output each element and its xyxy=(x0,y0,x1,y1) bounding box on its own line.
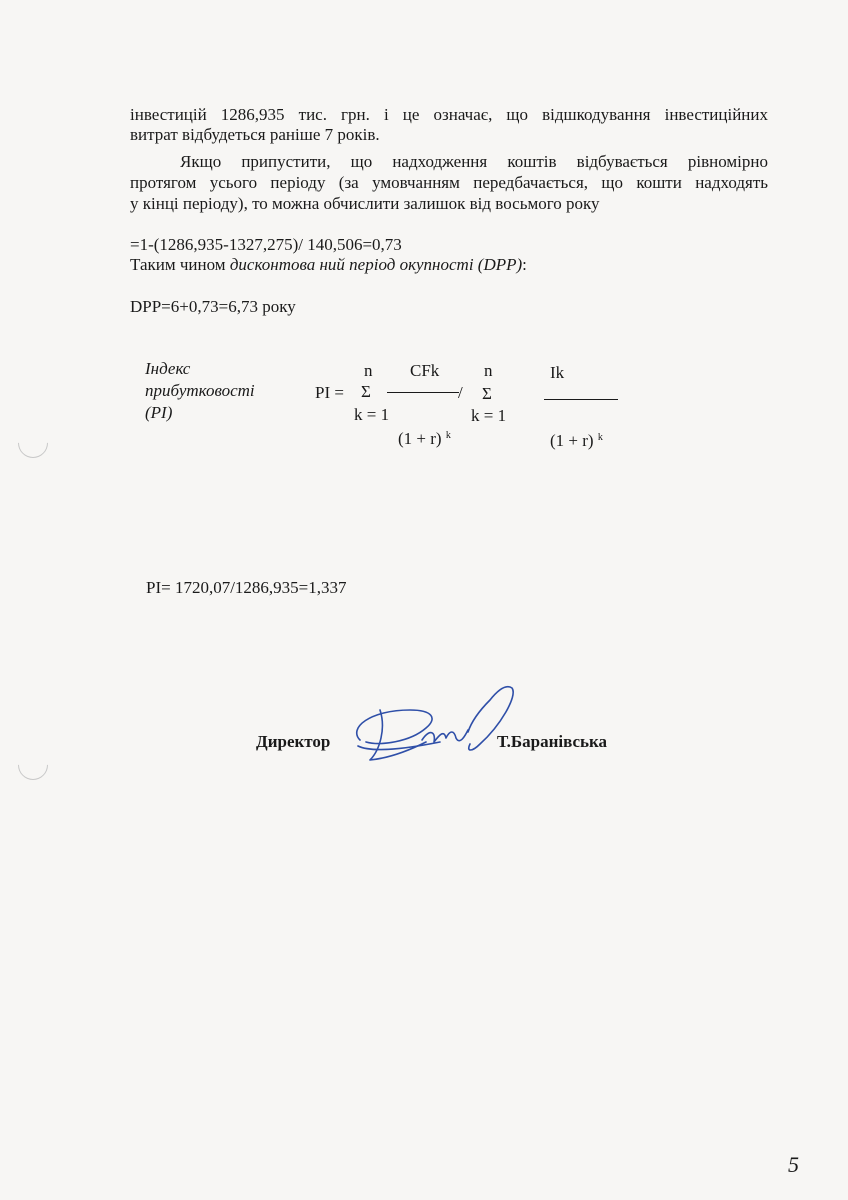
denominator-1-base: (1 + r) xyxy=(398,429,442,448)
remainder-calculation: =1-(1286,935-1327,275)/ 140,506=0,73 xyxy=(130,235,402,254)
paragraph-2-line-2: протягом усього періоду (за умовчанням передбачається, що кошти надходять xyxy=(130,173,768,192)
fraction-line-1 xyxy=(387,392,459,393)
paragraph-2-line-1: Якщо припустити, що надходження коштів відбувається рівномірно xyxy=(180,152,768,171)
signatory-name: Т.Баранівська xyxy=(497,732,608,751)
sum-2-upper: n xyxy=(484,361,493,380)
dpp-result: DPP=6+0,73=6,73 року xyxy=(130,297,296,316)
dpp-intro-term: дисконтова ний період окупності (DPP) xyxy=(229,255,523,274)
dpp-intro xyxy=(130,254,527,276)
dpp-intro-colon: : xyxy=(522,255,527,274)
denominator-1-exponent: k xyxy=(445,430,451,441)
fraction-slash: / xyxy=(458,383,463,402)
punch-hole-top xyxy=(12,422,54,464)
numerator-2: Ik xyxy=(550,363,565,382)
denominator-2-base: (1 + r) xyxy=(550,431,594,450)
sum-1-upper: n xyxy=(364,361,373,380)
page-number: 5 xyxy=(788,1152,799,1177)
formula-label-line-3: (PI) xyxy=(145,403,173,422)
fraction-line-2 xyxy=(544,399,618,400)
formula-label-line-1: Індекс xyxy=(145,359,191,378)
paragraph-1-line-1: інвестицій 1286,935 тис. грн. і це означає, що відшкодування інвестиційних xyxy=(130,105,768,124)
dpp-intro-text: Таким чином xyxy=(130,255,230,274)
sum-1-lower: k = 1 xyxy=(354,405,390,424)
formula-label-line-2: прибутковості xyxy=(145,381,255,400)
signatory-title: Директор xyxy=(256,732,331,751)
denominator-1 xyxy=(398,428,451,450)
sum-2-sign: Σ xyxy=(482,384,492,403)
denominator-2 xyxy=(550,430,603,452)
formula-pi-equals: PI = xyxy=(315,383,344,402)
numerator-1: CFk xyxy=(410,361,440,380)
sum-1-sign: Σ xyxy=(361,382,371,401)
punch-hole-bottom xyxy=(12,744,54,786)
paragraph-2-line-3: у кінці періоду), то можна обчислити залишок від восьмого року xyxy=(130,194,600,213)
sum-2-lower: k = 1 xyxy=(471,406,507,425)
denominator-2-exponent: k xyxy=(597,432,603,443)
handwritten-signature-icon xyxy=(340,680,530,780)
paragraph-1-line-2: витрат відбудеться раніше 7 років. xyxy=(130,125,380,144)
pi-result: PI= 1720,07/1286,935=1,337 xyxy=(146,578,347,597)
